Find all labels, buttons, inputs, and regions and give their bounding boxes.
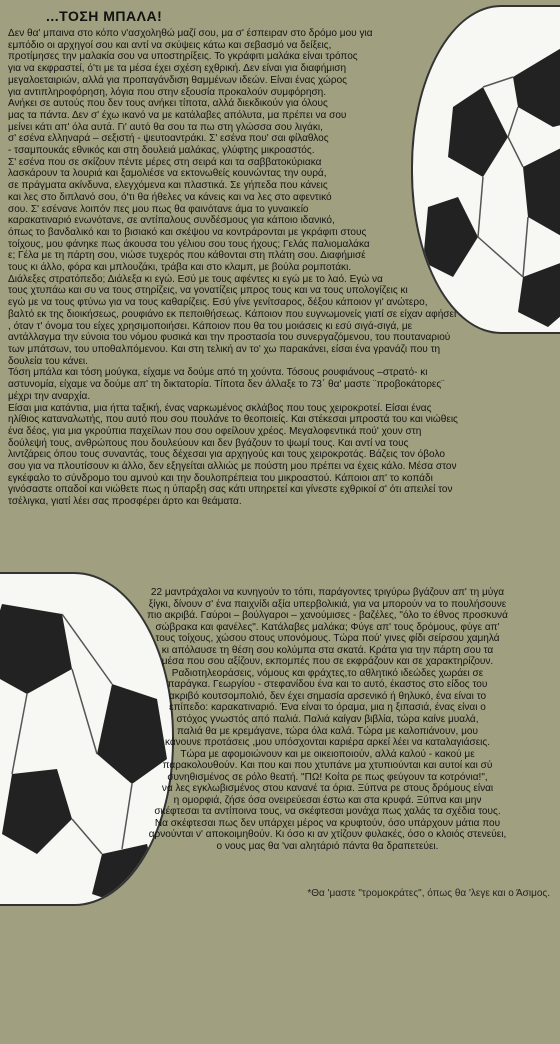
text-line: δούλεψή τους, ανθρώπους που δουλεύουν και δεν βγάζουν το ψωμί τους. Και αντί να τους (8, 437, 409, 449)
text-line: τσέλιγκα, γιατί λέει σας προσφέρει άρτο και θεάματα. (8, 496, 242, 508)
text-line: μας τα πάντα. Δεν σ' έχω ικανό να με κατάλαβες απόλυτα, μα πρέπει να σου (8, 109, 347, 121)
text-line: πιο ακριβά. Γαύροι – βούλγαροι – χανούμισες - βαζέλες, "όλο το έθνος προσκυνά (147, 610, 508, 622)
text-line: συνηθισμένος σε ρόλο θεατή. "ΠΩ! Κοίτα ρε πως φεύγουν τα κοτρόνια!", (167, 771, 488, 783)
text-line: ηλίθιος καταναλωτής, που αυτό που σου πουλάνε το θεοποιείς. Και στέκεσαι μπροστά του και νιώθεις (8, 414, 458, 426)
text-line: επίπεδο: καρακατιναριό. Ένα είναι το όραμα, μια η ξιπασιά, ένας είναι ο (169, 702, 486, 714)
text-line: σου για να πλουτίσουν κι άλλο, δεν εξηγείται αλλιώς με πούστη μου πρέπει να έχεις κάλο. Μέσα στον (8, 461, 457, 473)
text-line: τους τοίχους, χώσου στους υπονόμους. Τώρα πού' γινες φίδι σείρσου χαμηλά (155, 633, 500, 645)
text-line: Σ' εσένα που σε σκίζουν πέντε μέρες στη σειρά και τα σαββατοκύριακα (8, 156, 322, 168)
text-line: , όταν τ' όνομα του είχες χρησιμοποιήσει. Κάποιον που θα του μοιάσεις κι εσύ σιγά-σιγά, με (8, 320, 413, 332)
text-line: Διάλεξες στρατόπεδο; Διάλεξα κι εγώ. Εσύ με τους αφέντες κι εγώ με το λαό. Εγώ να (8, 273, 383, 285)
text-line: όπως το βανδαλικό και το βισιακό και σκέψου να κοντράρονται με γκράφιτι στους (8, 226, 367, 238)
text-line: παλιά θα με κρεμάγανε, τώρα όλα καλά. Τώρα με καλοπιάνουν, μου (176, 725, 478, 737)
text-line: ένα δέος, για μια γκρούπια παχείλων που σου οφείλουν χρέος. Μεγαλοφεντικά πού' χουν στη (8, 425, 422, 437)
text-line: κι απόλαυσε τη θέση σου κολύμπα στα σκατά. Κράτα για την πάρτη σου τα (161, 644, 494, 656)
text-line: και λες στο διπλανό σου, ό'τι θα ήθελες να κάνεις και να λες στο αφεντικό (8, 191, 332, 203)
text-line: σ' εσένα ελληναρά – σεξιστή - ψευτοαντράκι. Σ' εσένα που' σαι φίλαθλος (8, 133, 329, 145)
text-line: βαλτό εκ της διοικήσεως, ρουφιάνο εκ πεποιθήσεως. Κάποιον που ευγνωμονείς γιατί σε είχαν αφήσει (8, 308, 457, 320)
text-line: Είσαι μια κατάντια, μια ήττα ταξική, ένας ναρκωμένος σκλάβος που τους χειροκροτεί. Είσαι ένας (8, 402, 432, 414)
text-line: για να εκφραστεί, ό'τι με τα μέσα έχει σχέση εχθρική. Δεν είναι για διαφήμιση (8, 63, 347, 75)
text-line: λασκάρουν τα λουριά και ξαμολιέσε να εκτονωθείς κουνώντας την ουρά, (8, 168, 327, 180)
text-line: παράγκα. Γεωργίου - στεφανίδου ένα και το αυτό, έκαστος στο είδος του (167, 679, 488, 691)
text-line: Να σκέφτεσαι πως δεν υπάρχει μέρος να κρυφτούν, όσο υπάρχουν μάτια που (154, 817, 501, 829)
text-line: τους χτυπάω και συ να τους στηρίζεις, να γονατίζεις μπρος τους και να τους υπολογίζεις κι (8, 285, 408, 297)
text-line: 22 μαντράχαλοι να κυνηγούν το τόπι, παράγοντες τριγύρω βγάζουν απ' τη μύγα (150, 587, 505, 598)
text-line: εγκέφαλο το σύνδρομο του αμνού και την δουλοπρέπεια του μικροαστού. Κάποιοι απ' το κοπάδι (8, 472, 433, 484)
page-title: ...ΤΟΣΗ ΜΠΑΛΑ! (46, 8, 163, 24)
text-line: μέσα που σου αξίζουν, εκπομπές που σε εκφράζουν και σε χαρακτηρίζουν. (161, 656, 494, 668)
text-line: ξίγκι, δίνουν σ' ένα παιχνίδι αξία υπερβολικιά, για να μπορούν να το πουλήσουνε (148, 598, 507, 610)
text-line: αστυνομία, είχαμε να δούμε απ' τη δικτατορία. Τίποτα δεν άλλαξε το 73΄ θα' μαστε ¨προβοκάτορες¨ (8, 379, 445, 391)
text-line: στόχος γνωστός από παλιά. Παλιά καίγαν βιβλία, τώρα καίνε μυαλά, (176, 714, 479, 726)
text-line: τοίχους, μου φάνηκε πως άκουσα του γέλιου σου τους ήχους; Γελάς παλιομαλάκα (8, 238, 370, 250)
text-line: γινόσαστε οπαδοί και νιώθετε πως η ύπαρξη σας κάτι υπηρετεί και γίνεστε εχθρικοί σ' ότι απειλεί τον (8, 484, 453, 496)
text-line: παρακολουθούν. Και που και που χτυπάνε μα χτυπιούνται και αυτοί και σύ (162, 760, 493, 772)
text-line: σου. Σ' εσένανε λοιπόν πες μου πως θα φαινότανε άμα το γυναικείο (8, 203, 309, 215)
text-line: ακριβό κουτσομπολιό, δεν έχει σημασία αρσενικό ή θηλυκό, ένα είναι το (168, 690, 487, 702)
text-line: Ραδιοτηλεοράσεις, νόμους και φράχτες,το αθλητικό ιδεώδες χωράει σε (171, 667, 484, 679)
text-line: μέχρι την αναρχία. (8, 390, 91, 402)
paragraph-1 (8, 28, 553, 508)
text-line: σκέφτεσαι τα αντίποινα τους, να σκέφτεσαι μονάχα πως χαλάς τα σχέδια τους. (154, 806, 501, 818)
text-line: η ομορφιά, ζήσε όσα ονειρεύεσαι έστω και στα κρυφά. Ξύπνα και μην (173, 794, 482, 806)
text-line: προτίμησες την μαλακία σου να υποστηρίξεις. Το γκράφιτι μαλάκα είναι τρόπος (8, 51, 358, 63)
text-line: των μπάτσων, του υποθαλπόμενου. Και στη τελική αν το' χω παρακάνει, είσαι ένα γρανάζι που τη (8, 343, 441, 355)
text-line: μείνει κάτι απ' όλα αυτά. Γι' αυτό θα σου τα πω στη γλώσσα σου λιγάκι, (8, 121, 323, 133)
text-line: εγώ με να τους φτύνω για να τους καθαρίζεις. Εσύ γίνε γενίτσαρος, δέξου κάποιον γι' ανώτερο, (8, 297, 428, 309)
footnote: *Θα 'μαστε "τρομοκράτες", όπως θα 'λεγε και ο Άσιμος. (307, 888, 550, 899)
text-line: σώβρακα και φανέλες". Κατάλαβες μαλάκα; Φύγε απ' τους δρόμους, φύγε απ' (155, 621, 500, 633)
text-line: κάνουνε προτάσεις ,μου υπόσχονται καριέρα αρκεί λέει να καταλαγιάσεις. (164, 737, 491, 749)
text-line: για αντιπληροφόρηση, λόγια που στην εξουσία προκαλούν συμφόρηση. (8, 86, 327, 98)
text-line: αντάλλαγμα την εύνοια του νόμου φυσικά και την προστασία του συνεργαζόμενου, του πουταναριού (8, 332, 451, 344)
text-line: μεγαλοεταιριών, αλλά για προπαγάνδιση θαμμένων ιδεών. Είναι ένας χώρος (8, 74, 348, 86)
text-line: ε; Γέλα με τη πάρτη σου, νιώσε τυχερός που κάθονται στη πλάτη σου. Διαφήμισέ (8, 250, 366, 262)
text-line: - τσαμπουκάς εθνικός και στη δουλειά μαλάκας, γλύφτης μικροαστός. (8, 145, 315, 157)
text-line: καρακατιναριό ενωνότανε, σε αντίπαλους συνδέσμους για κάποιο ιδανικό, (8, 215, 335, 227)
text-line: Δεν θα' μπαινα στο κόπο ν'ασχοληθώ μαζί σου, μα σ' έσπειραν στο δρόμο μου για (8, 28, 373, 39)
text-line: Τώρα με αφομοιώνουν και με οικειοποιούν, αλλά καλού - κακού με (180, 748, 475, 760)
text-line: λιντζάρεις όπου τους συναντάς, τους δέχεσαι για αρχηγούς και τους χειροκροτάς. Βάζεις τον όβολο (8, 449, 445, 461)
text-line: να λες εγκλωβισμένος στου κανανέ τα όρια. Ξύπνα ρε στους δρόμους είναι (161, 783, 494, 795)
text-line: εμπόδιο οι αρχηγοί σου και αντί να σκύψεις κάτω και σεβασμό να δείξεις, (8, 39, 332, 51)
text-line: αρνούνται ν' αποκοιμηθούν. Κι όσο κι αν χτίζουν φυλακές, όσο ο κλοιός στενεύει, (148, 829, 507, 841)
text-line: τους κι άλλο, φόρα και μπλουζάκι, τράβα και στο κλαμπ, με βούλα ρομποτάκι. (8, 262, 352, 274)
text-line: σε πράγματα ακίνδυνα, ελεγχόμενα και πλαστικά. Σε γήπεδα που κάνεις (8, 180, 328, 192)
paragraph-2 (100, 587, 555, 853)
text-line: Ανήκει σε αυτούς που δεν τους ανήκει τίποτα, αλλά διεκδικούν για όλους (8, 98, 328, 110)
text-line: Τόση μπάλα και τόση μούγκα, είχαμε να δούμε από τη χούντα. Τόσους ρουφιάνους –στρατό- κι (8, 367, 428, 379)
text-line: ο νους μας θα 'ναι αλητάριό πάντα θα δραπετεύει. (216, 841, 439, 853)
text-line: δουλεία του κάνει. (8, 355, 88, 367)
